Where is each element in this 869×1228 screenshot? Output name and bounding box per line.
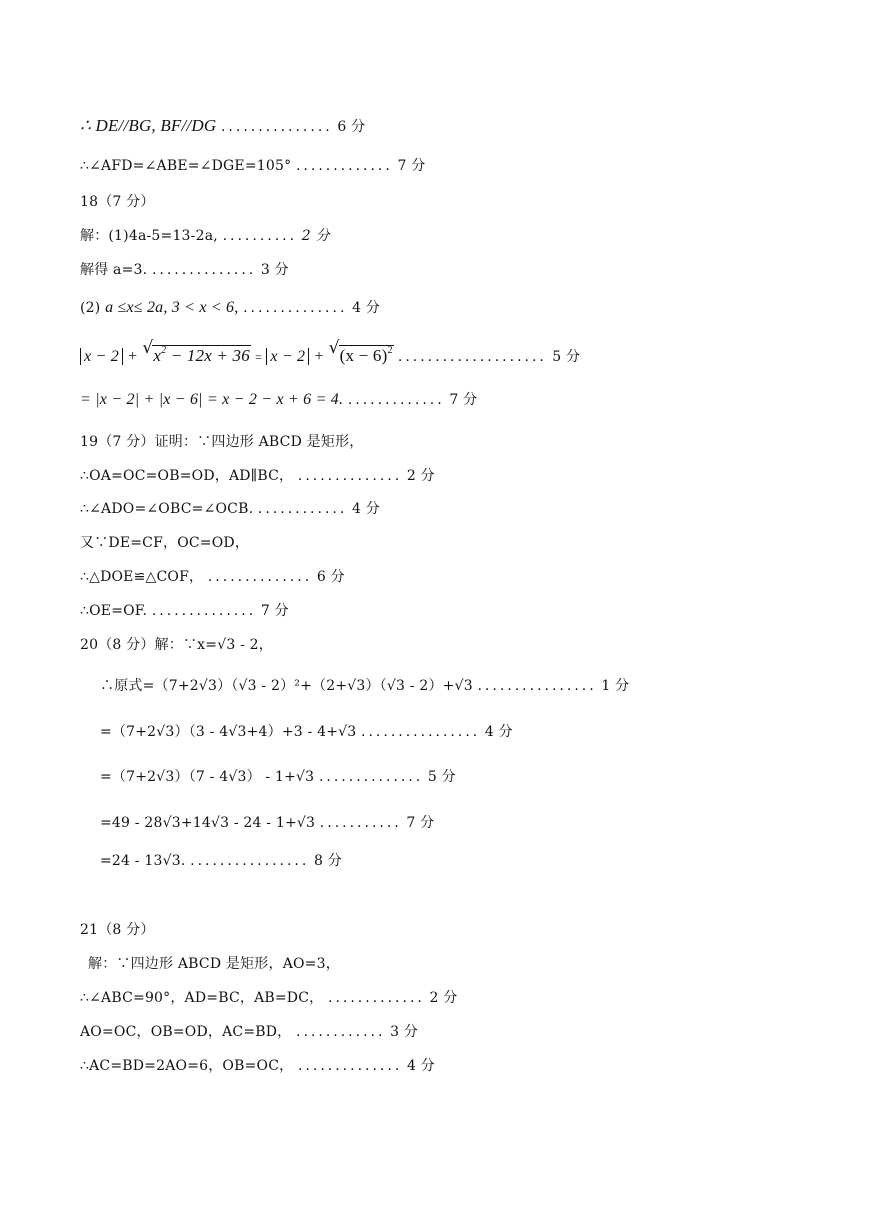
step-diagonal-length bbox=[80, 1056, 435, 1076]
step-text: =（7+2√3）（3 - 4√3+4）+3 - 4+√3 bbox=[100, 724, 357, 740]
score: 8 分 bbox=[313, 853, 342, 869]
step-given-rect bbox=[88, 954, 340, 974]
heading-text: 18（7 分） bbox=[80, 194, 155, 210]
math-expr: a ≤x≤ 2a, 3 < x < 6, bbox=[105, 299, 239, 316]
score: 7 分 bbox=[260, 603, 289, 619]
score: 5 分 bbox=[427, 769, 456, 785]
step-given bbox=[80, 533, 249, 553]
leader-dots: ............. bbox=[295, 158, 393, 174]
step-simplify-radical bbox=[80, 341, 580, 367]
step-conclusion bbox=[80, 601, 289, 621]
leader-dots: .............. bbox=[297, 1058, 403, 1074]
step-solution bbox=[80, 260, 289, 280]
math-expr: x − 2 + √ $x^2 - 12x + 36 = x - 2$ + √ $(x - 6)^2$ bbox=[80, 348, 398, 365]
step-inequality bbox=[80, 298, 380, 318]
score: 3 分 bbox=[260, 262, 289, 278]
leader-dots: ........... bbox=[319, 815, 402, 831]
leader-dots: .............. bbox=[297, 468, 403, 484]
leader-dots: ................ bbox=[190, 853, 310, 869]
step-text: ∴∠ADO=∠OBC=∠OCB. bbox=[80, 501, 254, 517]
score: 2 分 bbox=[429, 990, 458, 1006]
leader-dots: .............. bbox=[318, 769, 424, 785]
step-angle-equal bbox=[80, 156, 425, 176]
score: 7 分 bbox=[449, 392, 478, 408]
score: 2 分 bbox=[406, 468, 435, 484]
step-text: ∴AC=BD=2AO=6，OB=OC， bbox=[80, 1058, 294, 1074]
step-text: ∴原式=（7+2√3）（√3 - 2）²+（2+√3）（√3 - 2）+√3 bbox=[100, 678, 473, 694]
score: 7 分 bbox=[406, 815, 435, 831]
step-text: =49 - 28√3+14√3 - 24 - 1+√3 bbox=[100, 815, 316, 831]
leader-dots: ............... bbox=[220, 119, 333, 135]
step-combine bbox=[100, 767, 456, 787]
score: 1 分 bbox=[601, 678, 630, 694]
leader-dots: ............. bbox=[347, 392, 445, 408]
step-equation bbox=[80, 226, 330, 246]
step-parallel bbox=[80, 116, 365, 137]
score: 4 分 bbox=[352, 300, 381, 316]
leader-dots: ............ bbox=[296, 1024, 386, 1040]
step-result bbox=[100, 851, 342, 871]
score: 4 分 bbox=[484, 724, 513, 740]
score: 2 分 bbox=[301, 228, 330, 244]
step-text: =24 - 13√3. bbox=[100, 853, 186, 869]
leader-dots: .............. bbox=[151, 603, 257, 619]
score: 3 分 bbox=[390, 1024, 419, 1040]
leader-dots: ............. bbox=[328, 990, 425, 1006]
step-evaluate bbox=[80, 390, 477, 410]
leader-dots: .............. bbox=[151, 262, 257, 278]
score: 5 分 bbox=[552, 349, 581, 365]
heading-text: 21（8 分） bbox=[80, 922, 155, 938]
step-text: 又∵DE=CF，OC=OD， bbox=[80, 535, 250, 551]
step-angles bbox=[80, 499, 380, 519]
step-substitute bbox=[100, 676, 629, 696]
heading-text: 19（7 分）证明：∵四边形 ABCD 是矩形， bbox=[80, 434, 364, 450]
step-text: 解：∵四边形 ABCD 是矩形，AO=3， bbox=[88, 956, 340, 972]
step-diagonals bbox=[80, 1022, 418, 1042]
score: 4 分 bbox=[351, 501, 380, 517]
step-text: 解：(1)4a-5=13-2a, bbox=[80, 228, 218, 244]
step-expand bbox=[100, 722, 513, 742]
leader-dots: .............. bbox=[207, 569, 313, 585]
step-text: ∴∠ABC=90°，AD=BC，AB=DC， bbox=[80, 990, 324, 1006]
step-text: ∴OE=OF. bbox=[80, 603, 148, 619]
step-text: ∴△DOE≌△COF， bbox=[80, 569, 204, 585]
part-label: (2) bbox=[80, 300, 101, 316]
step-congruent bbox=[80, 567, 345, 587]
leader-dots: .............. bbox=[243, 300, 348, 316]
step-rect-props bbox=[80, 466, 435, 486]
leader-dots: ............ bbox=[257, 501, 348, 517]
leader-dots: .................... bbox=[397, 349, 547, 365]
leader-dots: ................ bbox=[477, 678, 597, 694]
heading-text: 20（8 分）解：∵x=√3 - 2， bbox=[80, 637, 273, 653]
step-text: AO=OC，OB=OD，AC=BD， bbox=[80, 1024, 292, 1040]
score: 6 分 bbox=[337, 119, 366, 135]
score: 7 分 bbox=[397, 158, 426, 174]
step-text: ∴∠AFD=∠ABE=∠DGE=105° bbox=[80, 158, 292, 174]
math-expr: ∴ DE//BG, BF//DG bbox=[80, 116, 217, 135]
step-text: =（7+2√3）（7 - 4√3） - 1+√3 bbox=[100, 769, 315, 785]
math-expr: = |x − 2| + |x − 6| = x − 2 − x + 6 = 4. bbox=[80, 391, 344, 408]
score: 6 分 bbox=[316, 569, 345, 585]
problem-18-heading bbox=[80, 192, 155, 212]
leader-dots: .......... bbox=[222, 228, 298, 244]
leader-dots: ................ bbox=[361, 724, 481, 740]
problem-21-heading bbox=[80, 920, 155, 940]
score: 4 分 bbox=[406, 1058, 435, 1074]
step-text: ∴OA=OC=OB=OD，AD∥BC， bbox=[80, 468, 294, 484]
problem-19-heading bbox=[80, 432, 363, 452]
step-multiply bbox=[100, 813, 434, 833]
step-right-angle bbox=[80, 988, 457, 1008]
step-text: 解得 a=3. bbox=[80, 262, 148, 278]
problem-20-heading bbox=[80, 635, 273, 655]
